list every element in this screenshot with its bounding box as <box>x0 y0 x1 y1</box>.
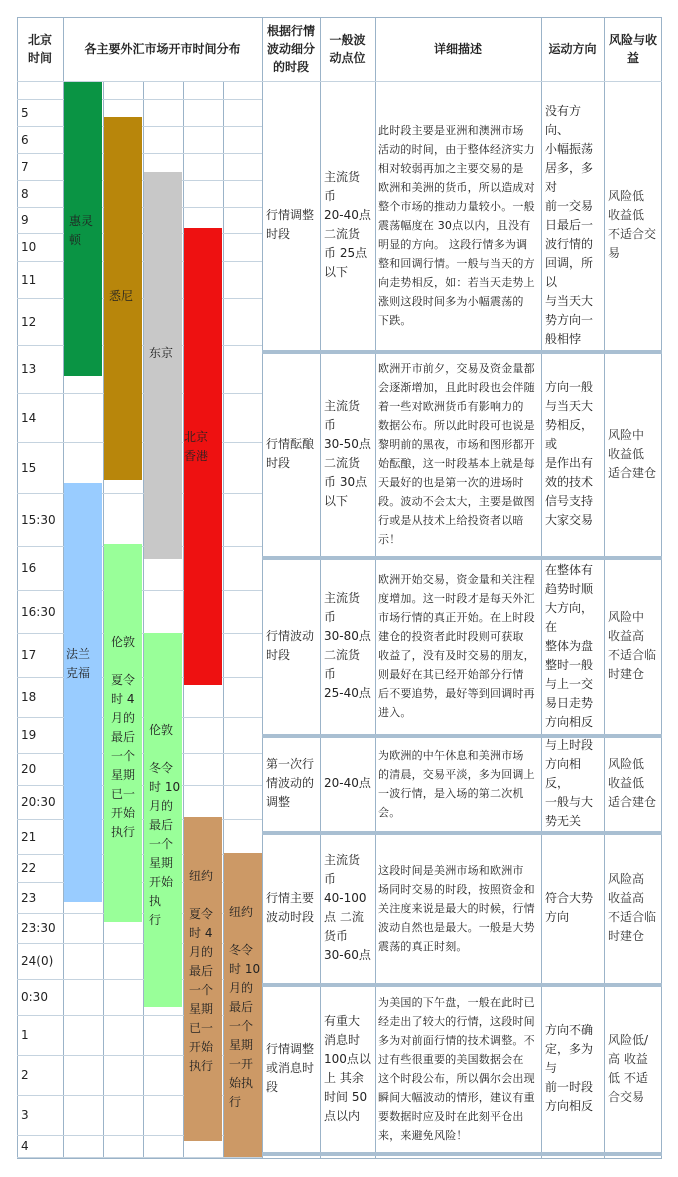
market-label-newyork-summer: 纽约 夏令 时 4 月的 最后 一个 星期 已一 开始 执行 <box>189 869 214 1073</box>
column-divider <box>375 17 376 1159</box>
segment-cell: 行情调整 或消息时 段 <box>266 1042 315 1094</box>
time-label: 11 <box>21 272 37 287</box>
risk-cell: 风险中 收益高 不适合临 时建仓 <box>608 610 657 681</box>
header-divider <box>17 81 662 82</box>
header-markets-title: 各主要外汇市场开市时间分布 <box>84 42 241 56</box>
time-label: 10 <box>21 240 37 254</box>
time-label: 16:30 <box>21 604 56 619</box>
risk-cell: 风险低 收益低 适合建仓 <box>608 757 657 809</box>
header-segment: 根据行情 波动细分 的时段 <box>266 24 315 74</box>
time-row-line <box>17 1157 262 1158</box>
market-bar-london-summer <box>104 544 142 922</box>
risk-cell: 风险中 收益低 适合建仓 <box>608 427 657 480</box>
time-label: 14 <box>21 410 37 425</box>
time-label: 7 <box>21 159 29 174</box>
time-label: 9 <box>21 213 29 227</box>
time-label: 16 <box>21 561 37 575</box>
time-label: 19 <box>21 728 37 742</box>
points-cell: 主流货 币 30-50点 二流货 币 30点 以下 <box>324 399 371 508</box>
time-label: 15 <box>21 460 37 475</box>
risk-cell: 风险高 收益高 不适合临 时建仓 <box>608 872 657 943</box>
header-direction: 运动方向 <box>548 42 597 56</box>
time-label: 2 <box>21 1068 29 1082</box>
segment-cell: 行情波动 时段 <box>266 629 315 662</box>
segment-cell: 行情调整 时段 <box>266 208 315 241</box>
time-label: 6 <box>21 132 29 147</box>
direction-cell: 在整体有 趋势时顺 大方向，在 整体为盘 整时一般 与上一交 易日走势 方向相反 <box>545 562 594 729</box>
market-bar-newyork-summer <box>184 817 222 1141</box>
points-cell: 主流货 币 30-80点 二流货 币 25-40点 <box>324 591 371 700</box>
market-bar-sydney <box>104 117 142 480</box>
time-label: 21 <box>21 829 37 844</box>
market-label-newyork-winter: 纽约 冬令 时 10 月的 最后 一个 星期 一开 始执 行 <box>229 905 261 1109</box>
time-label: 3 <box>21 1108 29 1122</box>
market-bar-hongkong <box>184 228 222 685</box>
time-label: 17 <box>21 648 37 662</box>
time-label: 1 <box>21 1028 29 1042</box>
segment-cell: 行情主要 波动时段 <box>266 891 315 924</box>
points-cell: 主流货 币 20-40点 二流货 币 25点 以下 <box>324 170 371 279</box>
time-label: 18 <box>21 690 37 704</box>
direction-cell: 方向不确 定，多为与 前一时段 方向相反 <box>545 1023 594 1113</box>
time-label: 20 <box>21 762 37 776</box>
header-points: 一般波 动点位 <box>329 33 366 65</box>
row-separator <box>262 1152 662 1156</box>
detail-cell: 为美国的下午盘，一般在此时已 经走出了较大的行情，这段时间 多为对前面行情的技术调整。不 过有些很重要的美国数据会在 这个时段公布，所以偶尔会出现 瞬间大幅波动的情形，建议有重 要数据时应及时在此刻平仓出 来，来避免风险！ <box>378 995 535 1142</box>
column-divider <box>541 17 542 1159</box>
forex-session-table <box>17 17 662 1159</box>
detail-cell: 此时段主要是亚洲和澳洲市场 活动的时间，由于整体经济实力 相对较弱再加之主要交易的是 欧洲和美洲的货币，所以造成对 整个市场的推动力量较小。一般 震荡幅度在 30点以内，且没有 明显的方向。 这段行情多为调 整和回调行情。一般与当天的方 向走势相反，如：若当天走势上 涨则这段时间多为小幅震荡的 下跌。 <box>378 123 535 327</box>
detail-cell: 欧洲开市前夕，交易及资金量都 会逐渐增加，且此时段也会伴随 着一些对欧洲货币有影响力的 数据公布。所以此时段可也说是 黎明前的黑夜，市场和图形都开 始酝酿，这一时段基本上就是每 天最好的也是第一次的进场时 段。波动不会太大，主要是做图 行或是从技术上给投资者以暗 示！ <box>378 362 535 546</box>
direction-cell: 方向一般 与当天大 势相反，或 是作出有 效的技术 信号支持 大家交易 <box>545 380 594 527</box>
column-divider <box>262 17 263 1159</box>
time-label: 22 <box>21 861 37 875</box>
points-cell: 20-40点 <box>324 776 371 790</box>
column-divider <box>320 17 321 1159</box>
points-cell: 有重大 消息时 100点以 上 其余 时间 50 点以内 <box>324 1013 371 1123</box>
market-label-frankfurt: 法兰 克福 <box>66 647 91 680</box>
market-bar-london-winter <box>144 633 182 1007</box>
time-label: 23:30 <box>21 921 56 935</box>
market-label-london-winter: 伦敦 冬令 时 10 月的 最后 一个 星期 开始执 行 <box>149 723 181 927</box>
time-label: 4 <box>21 1139 29 1153</box>
segment-cell: 行情酝酿 时段 <box>266 437 315 470</box>
market-label-wellington: 惠灵 顿 <box>69 214 94 247</box>
market-label-hongkong: 北京 香港 <box>184 430 209 463</box>
time-label: 5 <box>21 105 29 120</box>
time-label: 20:30 <box>21 795 56 809</box>
direction-cell: 没有方向、 小幅振荡 居多，多对 前一交易 日最后一 波行情的 回调，所以 与当天大 势方向一 般相悖 <box>545 103 594 346</box>
market-label-london-summer: 伦敦 夏令 时 4 月的 最后 一个 星期 已一 开始 执行 <box>111 635 136 839</box>
column-divider <box>604 17 605 1159</box>
time-row-line <box>17 493 262 494</box>
time-label: 0:30 <box>21 990 48 1004</box>
time-label: 15:30 <box>21 512 56 527</box>
market-bar-tokyo <box>144 172 182 559</box>
risk-cell: 风险低/ 高 收益 低 不适 合交易 <box>608 1032 649 1104</box>
market-bar-newyork-winter <box>224 853 262 1157</box>
time-label: 24(0) <box>21 954 54 968</box>
direction-cell: 与上时段 方向相反， 一般与大 势无关 <box>545 738 594 828</box>
market-bar-wellington <box>64 82 102 376</box>
points-cell: 主流货 币 40-100 点 二流 货币 30-60点 <box>324 853 371 962</box>
time-start-line <box>17 99 262 100</box>
direction-cell: 符合大势 方向 <box>545 891 594 924</box>
header-risk: 风险与收 益 <box>608 33 657 65</box>
time-label: 12 <box>21 314 37 329</box>
detail-cell: 为欧洲的中午休息和美洲市场 的清晨，交易平淡，多为回调上 一波行情，是入场的第二次机 会。 <box>378 748 535 819</box>
market-bar-frankfurt <box>64 483 102 902</box>
market-label-sydney: 悉尼 <box>109 289 134 303</box>
time-label: 8 <box>21 186 29 201</box>
detail-cell: 这段时间是美洲市场和欧洲市 场同时交易的时段，按照资金和 关注度来说是最大的时候，行情 波动自然也是最大。一般是大势 震荡的真正时刻。 <box>378 863 535 953</box>
time-label: 23 <box>21 890 37 905</box>
segment-cell: 第一次行 情波动的 调整 <box>266 757 315 809</box>
risk-cell: 风险低 收益低 不适合交 易 <box>608 189 657 260</box>
market-label-tokyo: 东京 <box>149 346 174 360</box>
header-detail: 详细描述 <box>433 42 482 56</box>
header-beijing-time: 北京 时间 <box>27 33 52 65</box>
detail-cell: 欧洲开始交易，资金量和关注程 度增加。这一时段才是每天外汇 市场行情的真正开始。在上时段 建仓的投资者此时段则可获取 收益了，没有及时交易的朋友， 则最好在其已经开始部分行情 后不要追势，最好等到回调时再 进入。 <box>378 573 535 719</box>
time-label: 13 <box>21 362 37 376</box>
